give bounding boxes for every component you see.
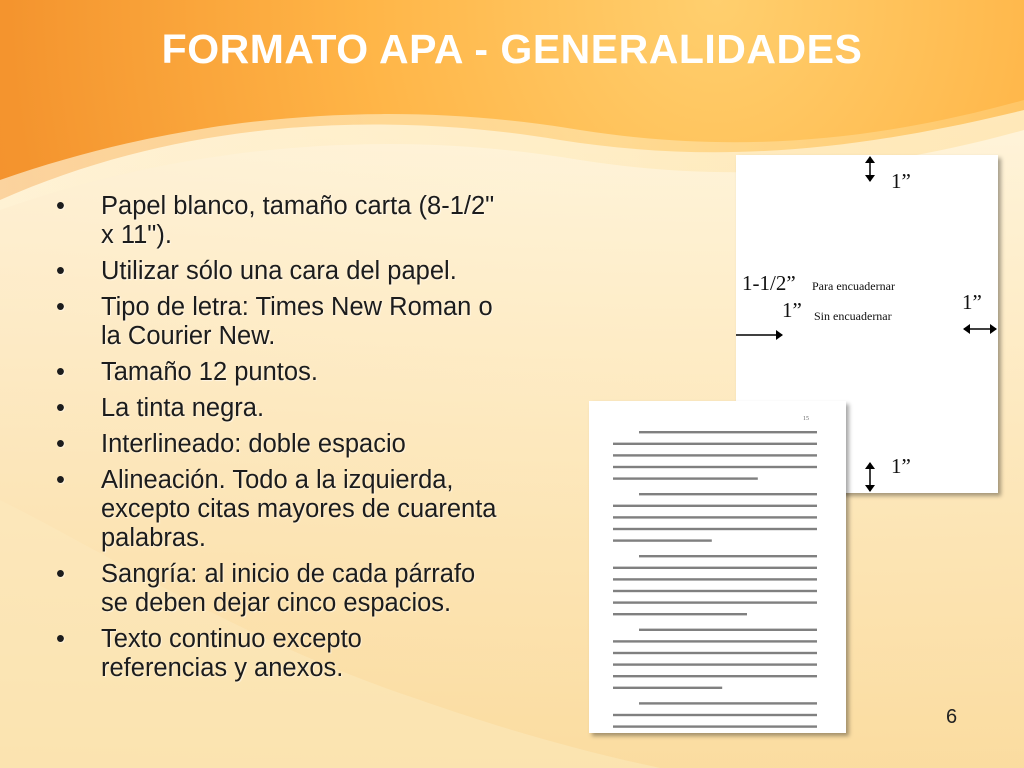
top-margin-label: 1” <box>891 169 911 193</box>
bullet-dot-icon: • <box>56 257 65 285</box>
slide-title: FORMATO APA - GENERALIDADES <box>161 26 863 72</box>
sample-text-line <box>613 714 817 716</box>
bullet-item <box>56 394 596 423</box>
sample-text-line <box>613 443 817 445</box>
bullet-item <box>56 466 596 553</box>
slide-number: 6 <box>946 706 958 728</box>
bullet-dot-icon: • <box>56 192 65 220</box>
top-margin-arrow <box>865 156 875 182</box>
sample-text-line <box>639 431 817 433</box>
bullet-dot-icon: • <box>56 560 65 588</box>
sample-text-line <box>613 663 817 665</box>
bullet-item <box>56 192 596 250</box>
left-margin-arrow <box>736 330 783 340</box>
bullet-item <box>56 358 596 387</box>
sample-text-line <box>613 505 817 507</box>
sample-text-line <box>639 629 817 631</box>
bullet-item <box>56 257 596 286</box>
bottom-margin-arrow <box>865 462 875 492</box>
bullet-text-line: Papel blanco, tamaño carta (8-1/2" <box>101 192 495 220</box>
bullet-item <box>56 625 596 683</box>
sample-text-line <box>613 516 817 518</box>
sample-text-line <box>613 466 817 468</box>
bullet-dot-icon: • <box>56 430 65 458</box>
bullet-text-line: La tinta negra. <box>101 394 265 422</box>
bullet-text-line: x 11"). <box>101 221 172 249</box>
sample-text-line <box>613 528 817 530</box>
sample-text-line <box>613 640 817 642</box>
bullet-text-line: palabras. <box>101 524 206 552</box>
left-no-binding-margin-label: 1” <box>782 298 802 322</box>
bullet-text-line: la Courier New. <box>101 322 276 350</box>
bullet-text-line: Tipo de letra: Times New Roman o <box>101 293 493 321</box>
sample-text-line <box>613 578 817 580</box>
bullet-item <box>56 560 596 618</box>
sample-text-line <box>613 613 747 615</box>
bullet-text-line: referencias y anexos. <box>101 654 344 682</box>
bullet-dot-icon: • <box>56 625 65 653</box>
bullet-text-line: se deben dejar cinco espacios. <box>101 589 452 617</box>
bullet-list <box>56 192 596 690</box>
sample-text-line <box>613 567 817 569</box>
right-margin-label: 1” <box>962 290 982 314</box>
sample-page-number: 15 <box>803 416 809 422</box>
sample-text-line <box>613 601 817 603</box>
bullet-dot-icon: • <box>56 394 65 422</box>
bullet-text-line: Tamaño 12 puntos. <box>101 358 318 386</box>
sample-text-line <box>639 702 817 704</box>
sample-text-line <box>613 454 817 456</box>
sample-text-line <box>613 590 817 592</box>
left-no-binding-note: Sin encuadernar <box>814 309 892 323</box>
bullet-dot-icon: • <box>56 466 65 494</box>
bullet-item <box>56 430 596 459</box>
sample-text-lines <box>589 401 846 733</box>
sample-text-line <box>613 477 758 479</box>
sample-text-line <box>639 493 817 495</box>
sample-text-line <box>613 725 817 727</box>
bullet-text-line: Texto continuo excepto <box>101 625 362 653</box>
bullet-text-line: Utilizar sólo una cara del papel. <box>101 257 457 285</box>
right-margin-arrow <box>963 324 997 334</box>
left-binding-note: Para encuadernar <box>812 279 895 293</box>
bullet-text-line: Sangría: al inicio de cada párrafo <box>101 560 476 588</box>
sample-text-line <box>613 675 817 677</box>
bullet-dot-icon: • <box>56 293 65 321</box>
bullet-dot-icon: • <box>56 358 65 386</box>
bullet-text-line: excepto citas mayores de cuarenta <box>101 495 497 523</box>
left-binding-margin-label: 1-1/2” <box>742 271 796 295</box>
sample-text-line <box>613 539 712 541</box>
bullet-text-line: Interlineado: doble espacio <box>101 430 406 458</box>
bullet-item <box>56 293 596 351</box>
sample-text-line <box>613 652 817 654</box>
sample-text-line <box>613 687 722 689</box>
bottom-margin-label: 1” <box>891 454 911 478</box>
sample-text-page <box>589 401 846 733</box>
sample-text-line <box>639 555 817 557</box>
bullet-text-line: Alineación. Todo a la izquierda, <box>101 466 454 494</box>
